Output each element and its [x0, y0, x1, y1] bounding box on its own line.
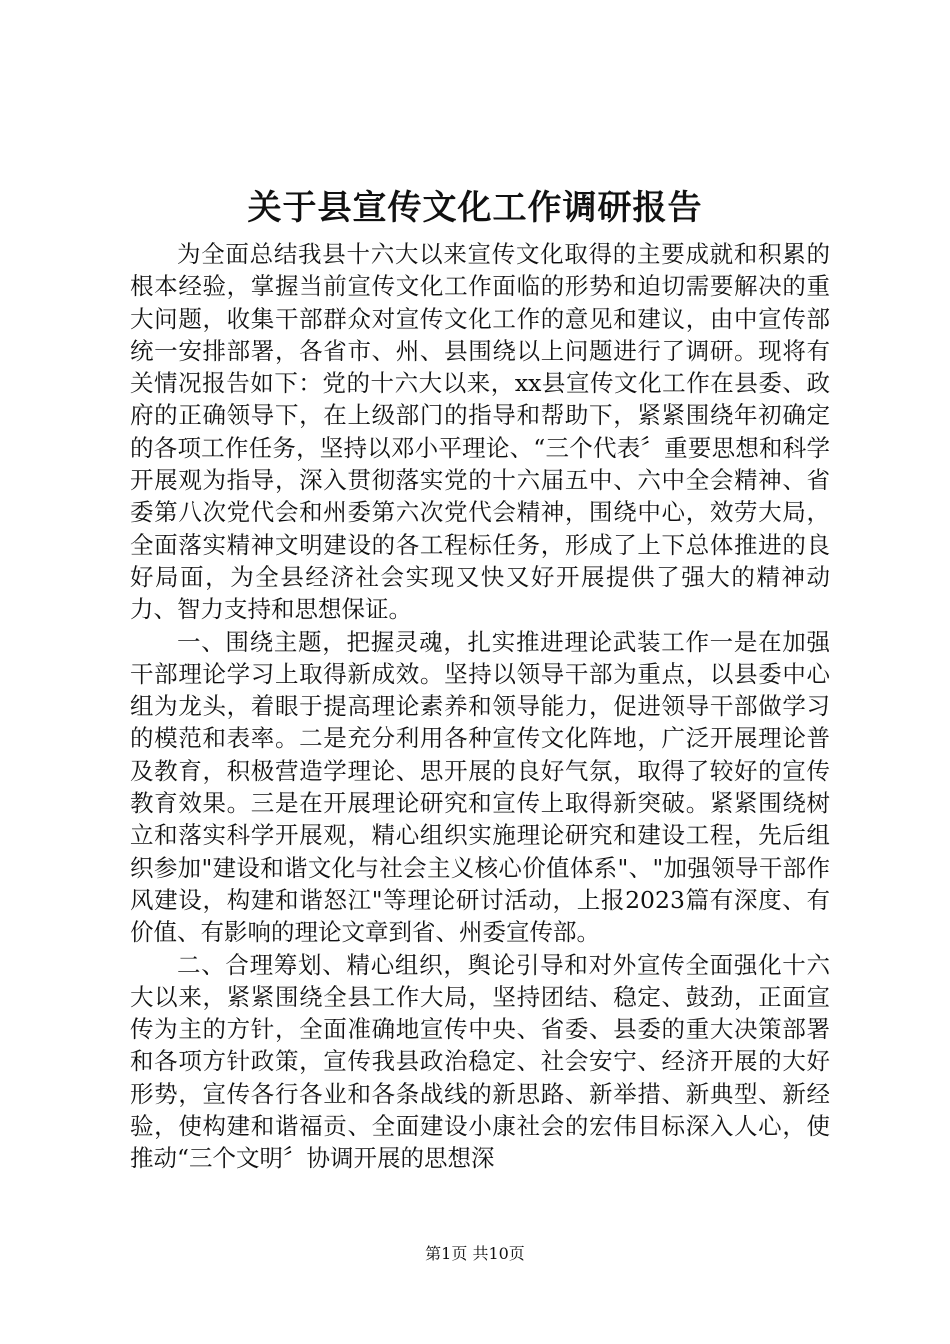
document-title: 关于县宣传文化工作调研报告: [247, 188, 703, 228]
document-body: [130, 238, 830, 1175]
paragraph-intro: 为全面总结我县十六大以来宣传文化取得的主要成就和积累的根本经验，掌握当前宣传文化工作面临的形势和迫切需要解决的重大问题，收集干部群众对宣传文化工作的意见和建议，由中宣传部统一安排部署，各省市、州、县围绕以上问题进行了调研。现将有关情况报告如下：党的十六大以来，xx县宣传文化工作在县委、政府的正确领导下，在上级部门的指导和帮助下，紧紧围绕年初确定的各项工作任务，坚持以邓小平理论、“三个代表〞重要思想和科学开展观为指导，深入贯彻落实党的十六届五中、六中全会精神、省委第八次党代会和州委第六次党代会精神，围绕中心，效劳大局，全面落实精神文明建设的各工程标任务，形成了上下总体推进的良好局面，为全县经济社会实现又快又好开展提供了强大的精神动力、智力支持和思想保证。: [130, 240, 830, 624]
paragraph-section-2: 二、合理筹划、精心组织，舆论引导和对外宣传全面强化十六大以来，紧紧围绕全县工作大局，坚持团结、稳定、鼓劲，正面宣传为主的方针，全面准确地宣传中央、省委、县委的重大决策部署和各项方针政策，宣传我县政治稳定、社会安宁、经济开展的大好形势，宣传各行各业和各条战线的新思路、新举措、新典型、新经验，使构建和谐福贡、全面建设小康社会的宏伟目标深入人心，使推动“三个文明〞协调开展的思想深: [130, 950, 830, 1173]
page-number-footer: 第1页 共10页: [425, 1244, 525, 1263]
paragraph-section-1: 一、围绕主题，把握灵魂，扎实推进理论武装工作一是在加强干部理论学习上取得新成效。坚持以领导干部为重点，以县委中心组为龙头，着眼于提高理论素养和领导能力，促进领导干部做学习的模范和表率。二是充分利用各种宣传文化阵地，广泛开展理论普及教育，积极营造学理论、思开展的良好气氛，取得了较好的宣传教育效果。三是在开展理论研究和宣传上取得新突破。紧紧围绕树立和落实科学开展观，精心组织实施理论研究和建设工程，先后组织参加"建设和谐文化与社会主义核心价值体系"、"加强领导干部作风建设，构建和谐怒江"等理论研讨活动，上报2023篇有深度、有价值、有影响的理论文章到省、州委宣传部。: [130, 627, 830, 947]
